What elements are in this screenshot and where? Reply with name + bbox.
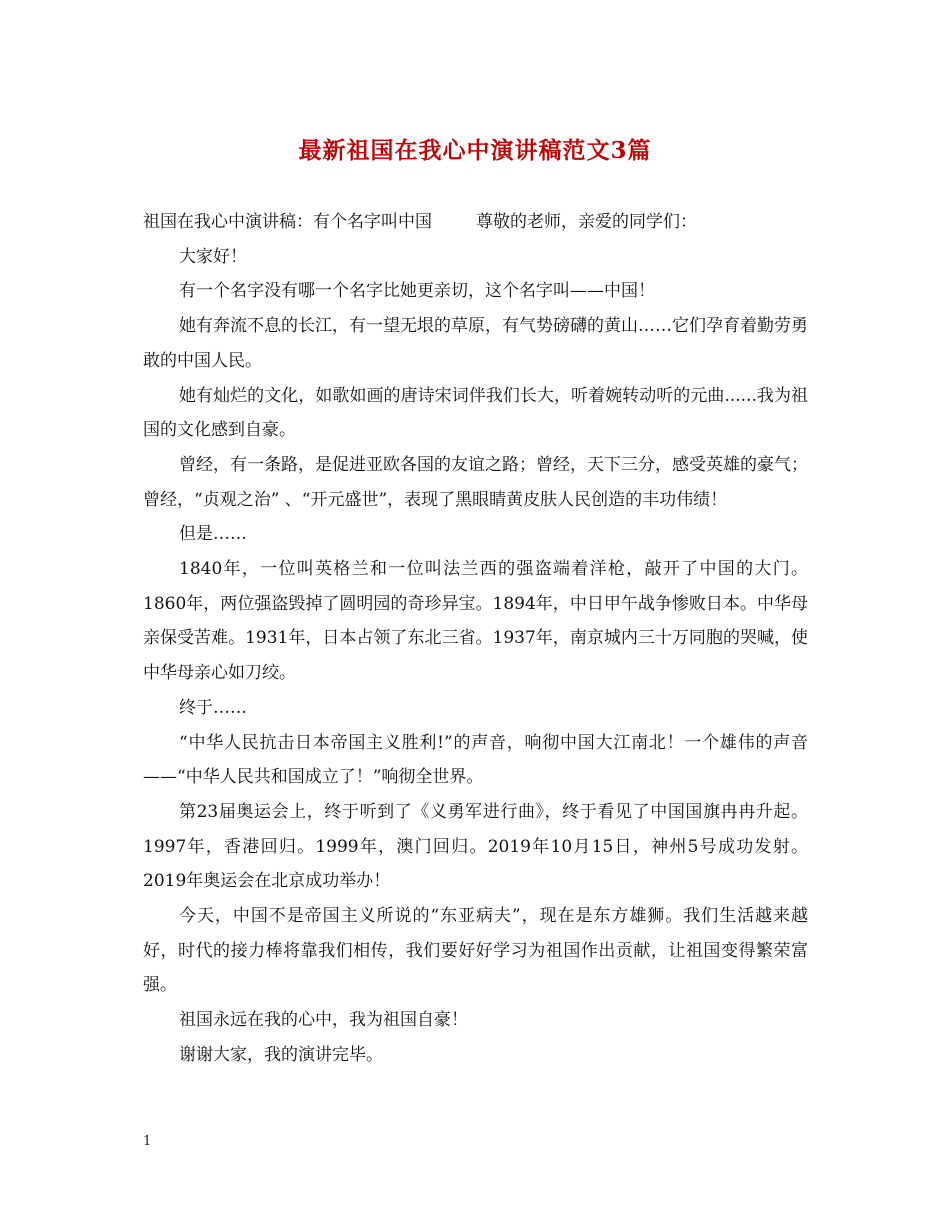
- paragraph: “中华人民抗击日本帝国主义胜利!”的声音，响彻中国大江南北！一个雄伟的声音——“中华人民共和国成立了！”响彻全世界。: [143, 732, 808, 788]
- document-body: [143, 205, 808, 1073]
- paragraph: 今天，中国不是帝国主义所说的“东亚病夫”，现在是东方雄狮。我们生活越来越好，时代的接力棒将靠我们相传，我们要好好学习为祖国作出贡献，让祖国变得繁荣富强。: [143, 906, 808, 996]
- paragraph: 大家好！: [179, 246, 247, 267]
- paragraph: 谢谢大家，我的演讲完毕。: [179, 1044, 383, 1065]
- intro-heading: 祖国在我心中演讲稿：有个名字叫中国: [143, 212, 432, 232]
- paragraph: 但是……: [179, 524, 247, 545]
- intro-line: [143, 205, 808, 240]
- paragraph: 曾经，有一条路，是促进亚欧各国的友谊之路；曾经，天下三分，感受英雄的豪气；曾经，“贞观之治” 、“开元盛世”，表现了黑眼睛黄皮肤人民创造的丰功伟绩！: [143, 454, 808, 510]
- salutation: 尊敬的老师，亲爱的同学们：: [476, 212, 697, 232]
- paragraph: 她有灿烂的文化，如歌如画的唐诗宋词伴我们长大，听着婉转动听的元曲......我为祖国的文化感到自豪。: [143, 385, 808, 441]
- page-number: 1: [143, 1134, 152, 1149]
- paragraph: 第23届奥运会上，终于听到了《义勇军进行曲》，终于看见了中国国旗冉冉升起。1997年，香港回归。1999年，澳门回归。2019年10月15日，神州5号成功发射。2019年奥运会在北京成功举办！: [143, 801, 808, 892]
- paragraph: 祖国永远在我的心中，我为祖国自豪！: [179, 1010, 468, 1031]
- paragraph: 有一个名字没有哪一个名字比她更亲切，这个名字叫——中国！: [179, 281, 655, 302]
- paragraph: 1840年，一位叫英格兰和一位叫法兰西的强盗端着洋枪，敲开了中国的大门。1860年，两位强盗毁掉了圆明园的奇珍异宝。1894年，中日甲午战争惨败日本。中华母亲保受苦难。1931年，日本占领了东北三省。1937年，南京城内三十万同胞的哭喊，使中华母亲心如刀绞。: [143, 559, 808, 684]
- paragraph: 她有奔流不息的长江，有一望无垠的草原，有气势磅礴的黄山……它们孕育着勤劳勇敢的中国人民。: [143, 316, 808, 371]
- document-title: 最新祖国在我心中演讲稿范文3篇: [298, 137, 652, 164]
- paragraph: 终于……: [179, 697, 247, 718]
